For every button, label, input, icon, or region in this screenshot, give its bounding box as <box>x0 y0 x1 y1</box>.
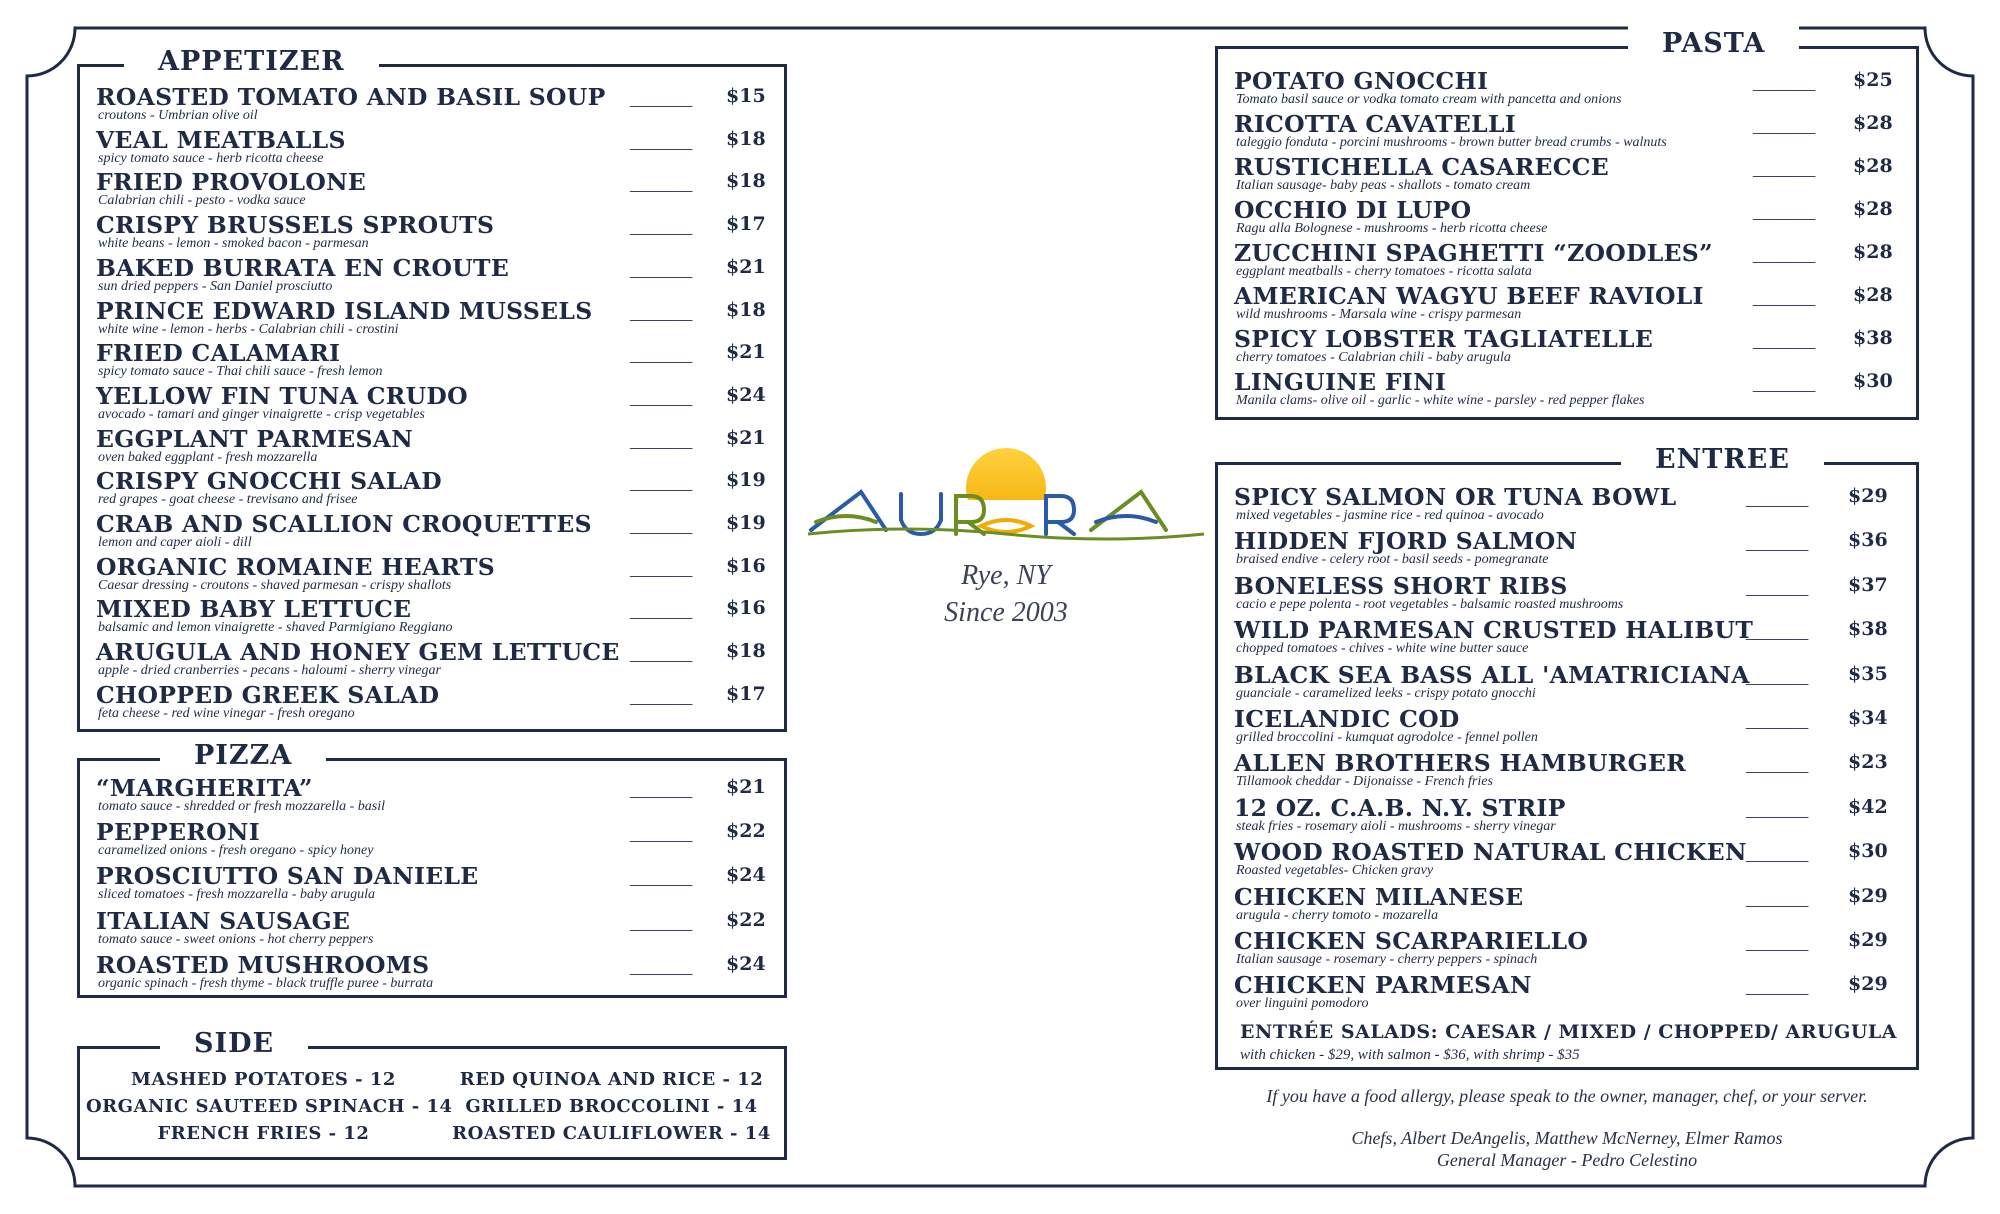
menu-item-description: chopped tomatoes - chives - white wine butter sauce <box>1236 641 1529 657</box>
menu-item-description: eggplant meatballs - cherry tomatoes - ricotta salata <box>1236 264 1532 279</box>
menu-item-name: PROSCIUTTO SAN DANIELE <box>96 862 479 891</box>
menu-item-name: CRISPY BRUSSELS SPROUTS <box>96 211 495 240</box>
menu-item-description: feta cheese - red wine vinegar - fresh oregano <box>98 705 355 721</box>
menu-item-leader: ________ <box>1746 668 1809 685</box>
pasta-title: PASTA <box>1628 25 1799 63</box>
side-item: MASHED POTATOES - 12 <box>131 1069 396 1090</box>
menu-item-leader: ________ <box>1753 247 1816 263</box>
menu-item-price: $29 <box>1848 485 1888 507</box>
menu-item-description: tomato sauce - shredded or fresh mozzarella - basil <box>98 799 385 814</box>
menu-item-leader: ________ <box>630 914 693 931</box>
menu-item-name: ALLEN BROTHERS HAMBURGER <box>1234 749 1687 778</box>
menu-item-price: $21 <box>726 255 766 278</box>
menu-item-leader: ________ <box>630 870 693 887</box>
menu-item-price: $21 <box>726 426 766 449</box>
menu-item-name: ROASTED MUSHROOMS <box>96 950 430 979</box>
side-item: ORGANIC SAUTEED SPINACH - 14 <box>86 1096 453 1117</box>
chefs-note: Chefs, Albert DeAngelis, Matthew McNerney, Elmer Ramos <box>1351 1128 1783 1148</box>
menu-item-name: PEPPERONI <box>96 818 261 847</box>
menu-item-name: CRISPY GNOCCHI SALAD <box>96 467 442 496</box>
menu-item-name: ZUCCHINI SPAGHETTI “ZOODLES” <box>1234 239 1713 267</box>
pasta-section <box>1215 28 1919 420</box>
menu-item-price: $35 <box>1848 662 1888 685</box>
menu-item-name: WILD PARMESAN CRUSTED HALIBUT <box>1234 616 1754 645</box>
menu-item-leader: ________ <box>1746 979 1809 996</box>
menu-item-price: $38 <box>1848 618 1888 641</box>
menu-item-leader: ________ <box>1746 535 1809 552</box>
menu-item-price: $17 <box>726 682 766 705</box>
menu-item-description: Roasted vegetables- Chicken gravy <box>1236 863 1434 879</box>
menu-item-price: $34 <box>1848 707 1888 729</box>
menu-item-price: $29 <box>1848 929 1888 951</box>
menu-item-leader: ________ <box>1746 713 1809 729</box>
menu-item-leader: ________ <box>1746 801 1809 818</box>
menu-item-price: $42 <box>1848 795 1888 818</box>
menu-item-price: $30 <box>1853 370 1893 392</box>
menu-item-name: CHICKEN PARMESAN <box>1234 971 1532 1000</box>
menu-item-name: ICELANDIC COD <box>1234 705 1460 733</box>
menu-item-price: $28 <box>1853 198 1893 220</box>
menu-item-description: spicy tomato sauce - Thai chili sauce - fresh lemon <box>98 364 383 380</box>
menu-item-price: $22 <box>726 820 766 843</box>
menu-item-leader: ________ <box>630 688 693 705</box>
pizza-title: PIZZA <box>160 737 326 775</box>
menu-item-name: CHOPPED GREEK SALAD <box>96 680 440 709</box>
side-left-column <box>86 1066 453 1147</box>
menu-item-leader: ________ <box>1753 333 1816 349</box>
menu-item-name: MIXED BABY LETTUCE <box>96 595 412 624</box>
menu-item-price: $24 <box>726 383 766 406</box>
menu-item-leader: ________ <box>1746 579 1809 596</box>
menu-item-price: $16 <box>726 554 766 577</box>
menu-item-description: tomato sauce - sweet onions - hot cherry peppers <box>98 931 374 947</box>
menu-item-description: Calabrian chili - pesto - vodka sauce <box>98 193 306 209</box>
menu-item-leader: ________ <box>630 432 693 449</box>
menu-item-description: white beans - lemon - smoked bacon - parmesan <box>98 236 369 252</box>
menu-item-price: $23 <box>1848 751 1888 774</box>
appetizer-section <box>77 46 787 732</box>
menu-item-price: $28 <box>1853 284 1893 306</box>
menu-item-name: BONELESS SHORT RIBS <box>1234 571 1568 600</box>
menu-item-price: $36 <box>1848 529 1888 552</box>
menu-item-price: $28 <box>1853 241 1893 263</box>
menu-item-description: organic spinach - fresh thyme - black truffle puree - burrata <box>98 975 434 991</box>
menu-item-description: cherry tomatoes - Calabrian chili - baby arugula <box>1236 350 1511 365</box>
menu-item-description: sliced tomatoes - fresh mozzarella - baby arugula <box>98 887 375 903</box>
menu-item-leader: ________ <box>630 261 693 278</box>
menu-item-leader: ________ <box>1746 757 1809 774</box>
restaurant-town: Rye, NY <box>961 560 1051 591</box>
menu-item-name: BAKED BURRATA EN CROUTE <box>96 253 510 282</box>
side-item: FRENCH FRIES - 12 <box>157 1123 370 1144</box>
menu-item-name: FRIED CALAMARI <box>96 339 341 368</box>
menu-item-name: FRIED PROVOLONE <box>96 168 367 197</box>
menu-item-leader: ________ <box>630 560 693 577</box>
menu-item-description: sun dried peppers - San Daniel prosciutto <box>98 278 333 294</box>
menu-item-leader: ________ <box>630 958 693 975</box>
menu-item-description: spicy tomato sauce - herb ricotta cheese <box>98 150 324 166</box>
menu-item-name: RUSTICHELLA CASARECCE <box>1234 153 1609 181</box>
menu-item-price: $28 <box>1853 112 1893 134</box>
menu-item-leader: ________ <box>630 91 693 107</box>
side-right-column <box>434 1066 789 1147</box>
menu-item-leader: ________ <box>630 518 693 534</box>
menu-item-leader: ________ <box>1746 935 1809 951</box>
menu-item-leader: ________ <box>1746 491 1809 507</box>
menu-item-name: RICOTTA CAVATELLI <box>1234 110 1517 138</box>
menu-item-leader: ________ <box>1753 204 1816 220</box>
menu-item-price: $29 <box>1848 973 1888 996</box>
menu-item-name: SPICY SALMON OR TUNA BOWL <box>1234 483 1677 511</box>
menu-item-leader: ________ <box>630 646 693 663</box>
menu-item-description: caramelized onions - fresh oregano - spicy honey <box>98 843 374 859</box>
menu-item-leader: ________ <box>630 389 693 406</box>
entree-salads-desc: with chicken - $29, with salmon - $36, with shrimp - $35 <box>1240 1047 1580 1063</box>
menu-item-name: “MARGHERITA” <box>96 774 313 802</box>
menu-item-name: EGGPLANT PARMESAN <box>96 424 414 453</box>
menu-item-leader: ________ <box>630 176 693 193</box>
aurora-logo <box>806 430 1206 570</box>
menu-item-description: Manila clams- olive oil - garlic - white wine - parsley - red pepper flakes <box>1236 393 1645 408</box>
menu-item-description: Caesar dressing - croutons - shaved parmesan - crispy shallots <box>98 577 452 593</box>
menu-item-price: $30 <box>1848 840 1888 863</box>
menu-item-price: $28 <box>1853 155 1893 177</box>
menu-item-price: $38 <box>1853 327 1893 349</box>
menu-item-name: ORGANIC ROMAINE HEARTS <box>96 552 495 581</box>
menu-item-description: Ragu alla Bolognese - mushrooms - herb ricotta cheese <box>1236 221 1548 236</box>
menu-item-description: croutons - Umbrian olive oil <box>98 108 258 123</box>
menu-item-description: apple - dried cranberries - pecans - haloumi - sherry vinegar <box>98 663 441 679</box>
menu-item-description: wild mushrooms - Marsala wine - crispy parmesan <box>1236 307 1522 322</box>
menu-item-price: $19 <box>726 469 766 492</box>
menu-item-price: $18 <box>726 170 766 193</box>
menu-item-name: AMERICAN WAGYU BEEF RAVIOLI <box>1234 282 1704 310</box>
menu-item-description: avocado - tamari and ginger vinaigrette - crisp vegetables <box>98 406 425 422</box>
menu-item-leader: ________ <box>1753 161 1816 177</box>
menu-item-name: CHICKEN MILANESE <box>1234 882 1524 911</box>
entree-salads-title: ENTRÉE SALADS: CAESAR / MIXED / CHOPPED/ ARUGULA <box>1240 1021 1898 1043</box>
appetizer-title: APPETIZER <box>124 43 379 81</box>
menu-item-leader: ________ <box>630 304 693 321</box>
menu-item-description: Italian sausage- baby peas - shallots - tomato cream <box>1236 178 1531 193</box>
menu-item-price: $18 <box>726 127 766 150</box>
menu-item-price: $24 <box>726 864 766 887</box>
side-title: SIDE <box>160 1025 308 1063</box>
menu-item-name: HIDDEN FJORD SALMON <box>1234 527 1578 556</box>
menu-item-description: guanciale - caramelized leeks - crispy potato gnocchi <box>1236 685 1536 701</box>
menu-item-name: BLACK SEA BASS ALL 'AMATRICIANA <box>1234 660 1750 689</box>
menu-item-description: Tomato basil sauce or vodka tomato cream with pancetta and onions <box>1236 92 1622 107</box>
menu-item-price: $37 <box>1848 573 1888 596</box>
menu-item-price: $24 <box>726 952 766 975</box>
menu-item-name: SPICY LOBSTER TAGLIATELLE <box>1234 325 1654 353</box>
menu-item-price: $15 <box>726 85 766 107</box>
menu-item-leader: ________ <box>1746 624 1809 641</box>
menu-item-leader: ________ <box>630 782 693 798</box>
entree-section <box>1215 444 1919 1070</box>
aurora-logo-art <box>806 430 1206 570</box>
menu-item-name: CHICKEN SCARPARIELLO <box>1234 927 1589 955</box>
menu-item-leader: ________ <box>630 219 693 236</box>
menu-item-name: ITALIAN SAUSAGE <box>96 906 351 935</box>
menu-item-description: balsamic and lemon vinaigrette - shaved Parmigiano Reggiano <box>98 620 453 636</box>
menu-item-leader: ________ <box>1746 890 1809 907</box>
menu-item-name: VEAL MEATBALLS <box>96 125 346 154</box>
menu-item-leader: ________ <box>630 347 693 364</box>
menu-item-name: PRINCE EDWARD ISLAND MUSSELS <box>96 296 593 325</box>
entree-title: ENTREE <box>1621 441 1824 479</box>
menu-item-description: steak fries - rosemary aioli - mushrooms - sherry vinegar <box>1236 818 1556 834</box>
menu-item-price: $25 <box>1853 69 1893 91</box>
menu-item-price: $18 <box>726 298 766 321</box>
menu-item-description: white wine - lemon - herbs - Calabrian chili - crostini <box>98 321 399 337</box>
menu-item-description: red grapes - goat cheese - trevisano and frisee <box>98 492 358 508</box>
menu-item-description: grilled broccolini - kumquat agrodolce - fennel pollen <box>1236 730 1538 745</box>
menu-item-description: braised endive - celery root - basil seeds - pomegranate <box>1236 552 1549 568</box>
menu-item-description: oven baked eggplant - fresh mozzarella <box>98 449 318 465</box>
side-section <box>77 1028 787 1160</box>
menu-item-price: $21 <box>726 341 766 364</box>
menu-item-price: $21 <box>726 776 766 798</box>
menu-item-name: 12 OZ. C.A.B. N.Y. STRIP <box>1234 793 1566 822</box>
menu-item-leader: ________ <box>630 826 693 843</box>
menu-item-description: Italian sausage - rosemary - cherry peppers - spinach <box>1236 952 1538 967</box>
menu-item-price: $17 <box>726 213 766 236</box>
side-item: GRILLED BROCCOLINI - 14 <box>465 1096 758 1117</box>
restaurant-since: Since 2003 <box>944 597 1068 628</box>
menu-item-leader: ________ <box>630 603 693 620</box>
menu-item-leader: ________ <box>1746 846 1809 863</box>
menu-item-name: ARUGULA AND HONEY GEM LETTUCE <box>96 638 620 667</box>
pizza-section <box>77 740 787 998</box>
menu-item-leader: ________ <box>1753 376 1816 392</box>
menu-item-name: LINGUINE FINI <box>1234 368 1447 396</box>
menu-item-leader: ________ <box>630 475 693 492</box>
menu-item-description: arugula - cherry tomoto - mozarella <box>1236 907 1439 923</box>
menu-item-name: CRAB AND SCALLION CROQUETTES <box>96 510 592 538</box>
menu-item-price: $19 <box>726 512 766 534</box>
menu-item-price: $16 <box>726 597 766 620</box>
menu-item-price: $18 <box>726 640 766 663</box>
menu-item-description: cacio e pepe polenta - root vegetables - balsamic roasted mushrooms <box>1236 596 1624 612</box>
menu-item-leader: ________ <box>630 133 693 150</box>
menu-item-description: Tillamook cheddar - Dijonaisse - French fries <box>1236 774 1493 790</box>
side-item: RED QUINOA AND RICE - 12 <box>459 1069 764 1090</box>
menu-item-name: OCCHIO DI LUPO <box>1234 196 1472 224</box>
general-manager-note: General Manager - Pedro Celestino <box>1436 1150 1698 1170</box>
menu-item-name: YELLOW FIN TUNA CRUDO <box>96 381 468 410</box>
menu-item-name: ROASTED TOMATO AND BASIL SOUP <box>96 83 606 111</box>
menu-item-leader: ________ <box>1753 75 1816 91</box>
menu-item-description: mixed vegetables - jasmine rice - red quinoa - avocado <box>1236 508 1544 523</box>
menu-item-description: over linguini pomodoro <box>1236 996 1369 1012</box>
menu-item-description: taleggio fonduta - porcini mushrooms - brown butter bread crumbs - walnuts <box>1236 135 1667 150</box>
menu-item-price: $29 <box>1848 884 1888 907</box>
menu-item-name: WOOD ROASTED NATURAL CHICKEN <box>1234 838 1747 867</box>
allergy-note: If you have a food allergy, please speak to the owner, manager, chef, or your server. <box>1266 1086 1868 1106</box>
menu-item-leader: ________ <box>1753 290 1816 306</box>
menu-item-leader: ________ <box>1753 118 1816 134</box>
menu-item-price: $22 <box>726 908 766 931</box>
menu-item-description: lemon and caper aioli - dill <box>98 535 252 550</box>
side-item: ROASTED CAULIFLOWER - 14 <box>452 1123 771 1144</box>
menu-item-name: POTATO GNOCCHI <box>1234 67 1489 95</box>
